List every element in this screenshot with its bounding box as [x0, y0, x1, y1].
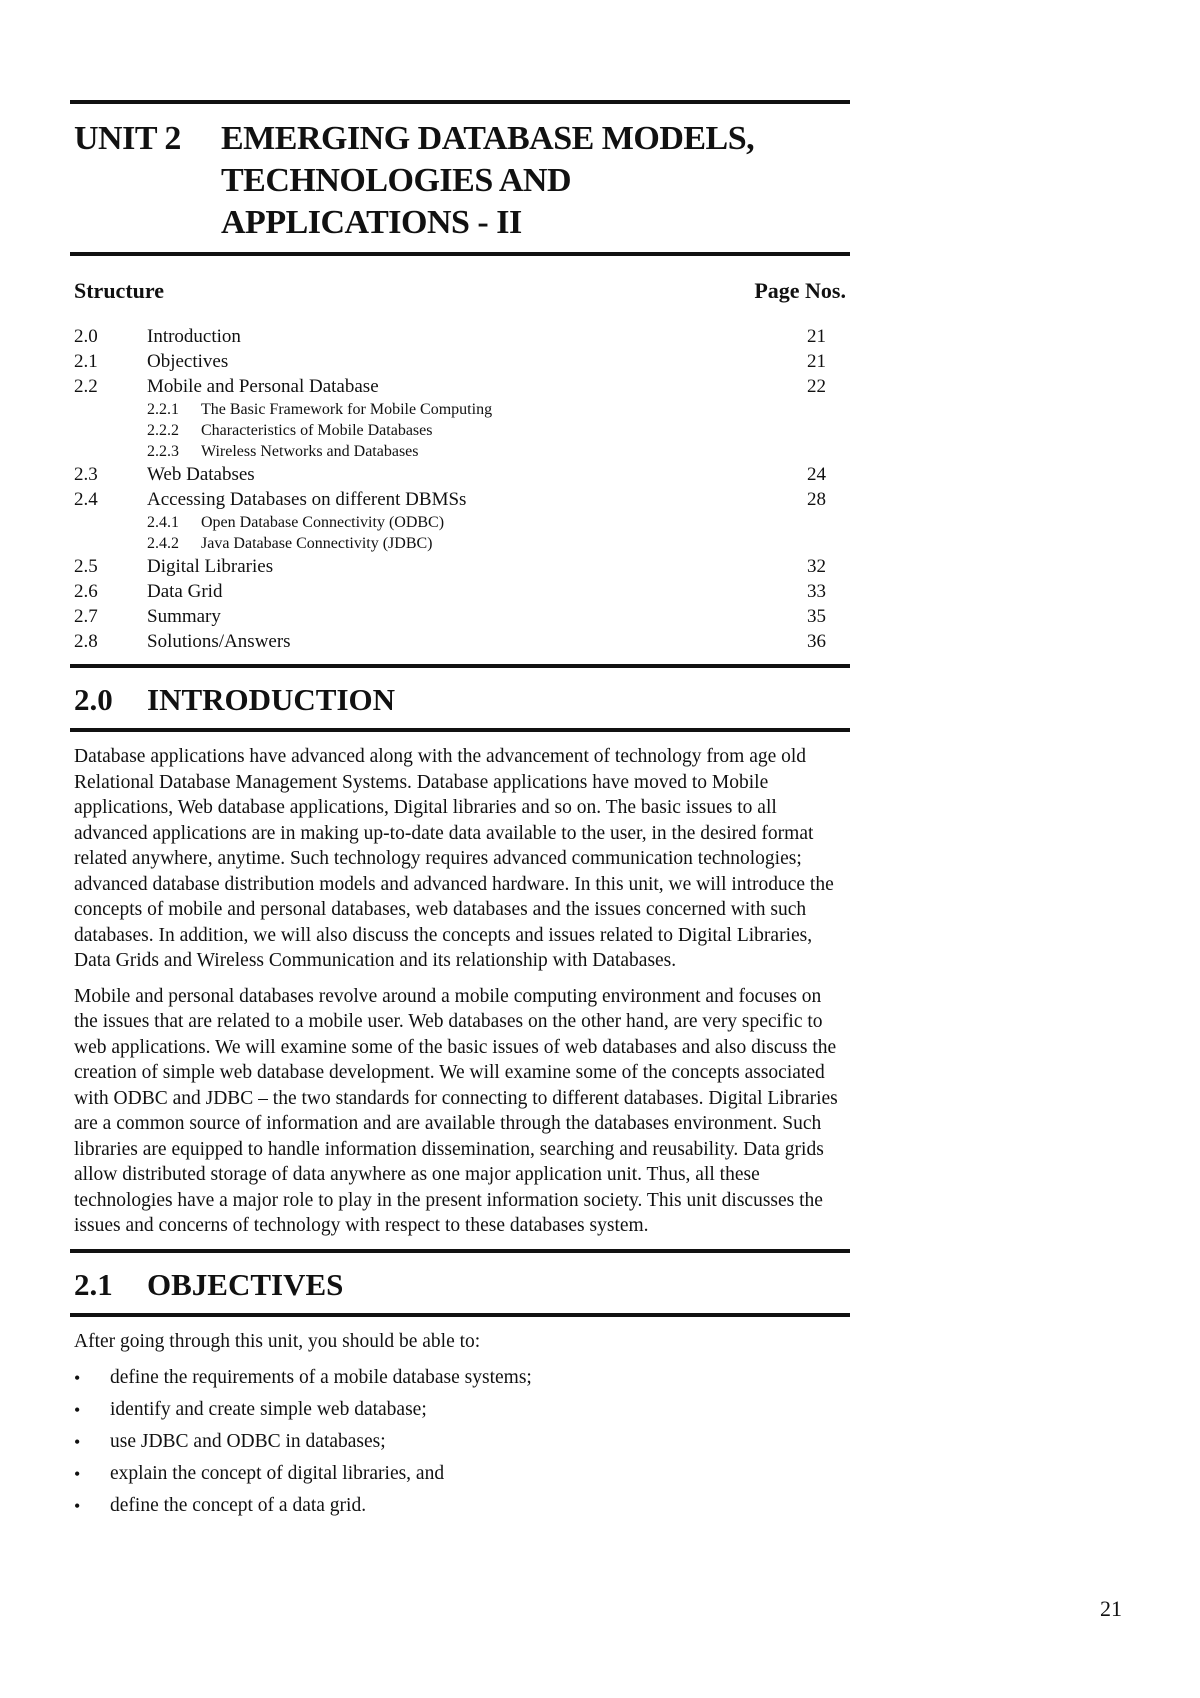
toc-page: 32	[807, 556, 826, 577]
toc-page: 22	[807, 376, 826, 397]
toc-page: 21	[807, 351, 826, 372]
toc-number: 2.8	[74, 631, 98, 652]
toc-number: 2.1	[74, 351, 98, 372]
unit-heading-rule	[70, 252, 850, 256]
unit-title-line: APPLICATIONS - II	[221, 204, 522, 241]
list-item	[74, 1490, 850, 1522]
bullet-icon: •	[74, 1496, 81, 1516]
toc-sub-number: 2.2.1	[147, 401, 179, 418]
toc-sub-title: Characteristics of Mobile Databases	[201, 422, 433, 439]
toc-page: 36	[807, 631, 826, 652]
toc-page: 35	[807, 606, 826, 627]
section-heading-introduction	[70, 668, 850, 728]
toc-sub-title: The Basic Framework for Mobile Computing	[201, 401, 493, 418]
toc-page: 21	[807, 326, 826, 347]
toc-page: 28	[807, 489, 826, 510]
toc-entry	[70, 579, 850, 604]
toc-title: Web Databses	[147, 464, 255, 485]
toc-subentry	[70, 420, 850, 441]
toc-sub-number: 2.2.2	[147, 422, 179, 439]
toc-subentry	[70, 399, 850, 420]
bullet-icon: •	[74, 1368, 81, 1388]
section-rule	[70, 728, 850, 732]
toc-entry	[70, 554, 850, 579]
toc-number: 2.0	[74, 326, 98, 347]
toc-subentry	[70, 441, 850, 462]
toc-sub-number: 2.4.2	[147, 535, 179, 552]
toc-title: Summary	[147, 606, 221, 627]
objective-text: use JDBC and ODBC in databases;	[110, 1431, 386, 1452]
toc-subentry	[70, 512, 850, 533]
toc-page: 33	[807, 581, 826, 602]
toc-sub-title: Wireless Networks and Databases	[201, 443, 419, 460]
objective-text: identify and create simple web database;	[110, 1399, 427, 1420]
toc-title: Introduction	[147, 326, 241, 347]
unit-title	[221, 118, 850, 244]
bullet-icon: •	[74, 1400, 81, 1420]
toc-subentry	[70, 533, 850, 554]
toc-title: Objectives	[147, 351, 229, 372]
bullet-icon: •	[74, 1464, 81, 1484]
list-item	[74, 1394, 850, 1426]
toc-title: Data Grid	[147, 581, 223, 602]
toc-sub-number: 2.2.3	[147, 443, 179, 460]
toc-title: Solutions/Answers	[147, 631, 291, 652]
section-heading-objectives	[70, 1253, 850, 1313]
toc-entry	[70, 487, 850, 512]
toc-sub-title: Open Database Connectivity (ODBC)	[201, 514, 445, 531]
bullet-icon: •	[74, 1432, 81, 1452]
toc-entry	[70, 604, 850, 629]
toc-number: 2.3	[74, 464, 98, 485]
section-title: INTRODUCTION	[147, 682, 396, 717]
page-number: 21	[1100, 1596, 1122, 1621]
structure-heading: Structure	[74, 278, 165, 303]
toc-sub-title: Java Database Connectivity (JDBC)	[201, 535, 433, 552]
toc-sub-number: 2.4.1	[147, 514, 179, 531]
list-item	[74, 1362, 850, 1394]
toc-page: 24	[807, 464, 826, 485]
unit-label: UNIT 2	[74, 120, 181, 157]
list-item	[74, 1426, 850, 1458]
objectives-list	[70, 1362, 850, 1522]
list-item	[74, 1458, 850, 1490]
toc-number: 2.6	[74, 581, 98, 602]
section-number: 2.0	[74, 682, 113, 717]
objective-text: define the concept of a data grid.	[110, 1495, 367, 1516]
toc-entry	[70, 349, 850, 374]
toc-number: 2.4	[74, 489, 98, 510]
section-title: OBJECTIVES	[147, 1266, 344, 1302]
objective-text: explain the concept of digital libraries, and	[110, 1463, 445, 1484]
unit-title-line: TECHNOLOGIES AND	[221, 162, 572, 199]
body-paragraph: Database applications have advanced along with the advancement of technology from age old Relational Database Management Systems. Database applications have moved to Mobile applications, Web database applications, Digital libraries and so on. The basic issues to all advanced applications are in making up-to-date data available to the user, in the desired format related anywhere, anytime. Such technology requires advanced communication technologies; advanced database distribution models and advanced hardware. In this unit, we will introduce the concepts of mobile and personal databases, web databases and the issues concerned with such databases. In addition, we will also discuss the concepts and issues related to Digital Libraries, Data Grids and Wireless Communication and its relationship with Databases.	[74, 746, 834, 971]
toc-entry	[70, 374, 850, 399]
body-paragraph: Mobile and personal databases revolve around a mobile computing environment and focuses on the issues that are related to a mobile user. Web databases on the other hand, are very specific to web applications. We will examine some of the basic issues of web databases and also discuss the creation of simple web database development. We will examine some of the concepts associated with ODBC and JDBC – the two standards for connecting to different databases. Digital Libraries are a common source of information and are available through the databases environment. Such libraries are equipped to handle information dissemination, searching and reusability. Data grids allow distributed storage of data anywhere as one major application unit. Thus, all these technologies have a major role to play in the present information society. This unit discusses the issues and concerns of technology with respect to these databases system.	[74, 985, 838, 1236]
toc-title: Digital Libraries	[147, 556, 274, 577]
structure-header	[70, 278, 850, 304]
table-of-contents	[70, 324, 850, 654]
unit-title-line: EMERGING DATABASE MODELS,	[221, 120, 755, 157]
section-number: 2.1	[74, 1266, 113, 1302]
section-rule	[70, 1313, 850, 1317]
page-nos-heading: Page Nos.	[754, 278, 846, 303]
unit-heading	[70, 104, 850, 252]
objectives-intro: After going through this unit, you should be able to:	[74, 1330, 481, 1352]
toc-title: Accessing Databases on different DBMSs	[147, 489, 467, 510]
toc-number: 2.7	[74, 606, 98, 627]
toc-entry	[70, 462, 850, 487]
toc-entry	[70, 324, 850, 349]
toc-entry	[70, 629, 850, 654]
objective-text: define the requirements of a mobile database systems;	[110, 1367, 532, 1388]
toc-number: 2.5	[74, 556, 98, 577]
document-page	[70, 100, 850, 1522]
toc-number: 2.2	[74, 376, 98, 397]
toc-title: Mobile and Personal Database	[147, 376, 379, 397]
